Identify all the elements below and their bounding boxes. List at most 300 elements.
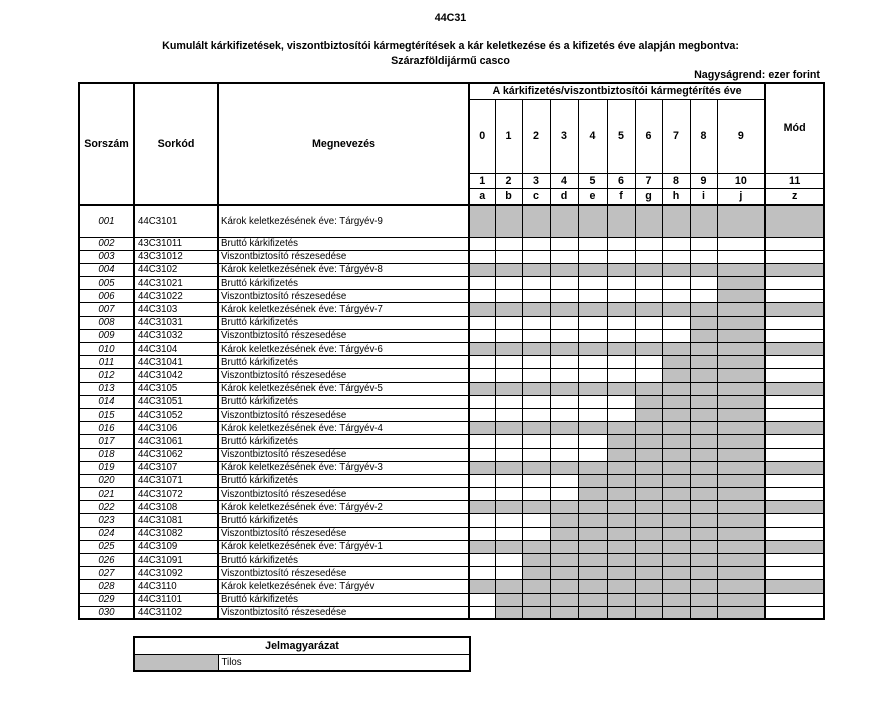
value-cell: [495, 369, 522, 382]
tilos-cell: [662, 554, 690, 567]
col-letter: d: [550, 188, 578, 205]
value-cell: [607, 250, 635, 263]
row-code: 44C3110: [134, 580, 218, 593]
table-row: [79, 316, 824, 329]
row-number: 002: [79, 237, 134, 250]
table-row: [79, 343, 824, 356]
tilos-cell: [522, 205, 550, 237]
value-cell: [765, 408, 824, 421]
value-cell: [578, 316, 607, 329]
row-code: 44C31041: [134, 356, 218, 369]
table-row: [79, 540, 824, 553]
value-cell: [765, 395, 824, 408]
table-row: [79, 527, 824, 540]
tilos-cell: [469, 540, 495, 553]
value-cell: [578, 277, 607, 290]
tilos-cell: [717, 422, 765, 435]
tilos-cell: [662, 448, 690, 461]
value-cell: [550, 448, 578, 461]
row-number: 012: [79, 369, 134, 382]
tilos-cell: [578, 205, 607, 237]
tilos-cell: [662, 263, 690, 276]
tilos-cell: [717, 408, 765, 421]
tilos-cell: [662, 369, 690, 382]
tilos-cell: [522, 382, 550, 395]
value-cell: [522, 277, 550, 290]
tilos-cell: [550, 461, 578, 474]
row-number: 025: [79, 540, 134, 553]
tilos-cell: [550, 540, 578, 553]
row-number: 024: [79, 527, 134, 540]
tilos-cell: [607, 593, 635, 606]
tilos-cell: [662, 501, 690, 514]
tilos-cell: [717, 369, 765, 382]
tilos-cell: [690, 488, 717, 501]
value-cell: [662, 316, 690, 329]
tilos-cell: [662, 205, 690, 237]
col-letter: f: [607, 188, 635, 205]
tilos-cell: [717, 435, 765, 448]
row-label: Károk keletkezésének éve: Tárgyév: [218, 580, 469, 593]
value-cell: [765, 593, 824, 606]
value-cell: [635, 369, 662, 382]
tilos-cell: [717, 580, 765, 593]
value-cell: [635, 316, 662, 329]
tilos-cell: [717, 316, 765, 329]
tilos-cell: [578, 567, 607, 580]
value-cell: [495, 435, 522, 448]
value-cell: [662, 237, 690, 250]
row-number: 001: [79, 205, 134, 237]
row-label: Károk keletkezésének éve: Tárgyév-8: [218, 263, 469, 276]
value-cell: [765, 329, 824, 342]
row-number: 008: [79, 316, 134, 329]
col-letter: z: [765, 188, 824, 205]
tilos-cell: [522, 540, 550, 553]
tilos-cell: [717, 395, 765, 408]
row-code: 44C31052: [134, 408, 218, 421]
value-cell: [607, 290, 635, 303]
table-row: [79, 290, 824, 303]
value-cell: [550, 435, 578, 448]
table-row: [79, 554, 824, 567]
value-cell: [522, 474, 550, 487]
value-cell: [469, 448, 495, 461]
tilos-cell: [662, 474, 690, 487]
tilos-cell: [578, 514, 607, 527]
tilos-cell: [607, 422, 635, 435]
tilos-cell: [522, 501, 550, 514]
tilos-cell: [690, 316, 717, 329]
tilos-cell: [495, 382, 522, 395]
row-number: 017: [79, 435, 134, 448]
value-cell: [635, 356, 662, 369]
row-code: 44C31021: [134, 277, 218, 290]
table-row: [79, 408, 824, 421]
tilos-cell: [662, 540, 690, 553]
row-number: 014: [79, 395, 134, 408]
row-number: 021: [79, 488, 134, 501]
tilos-cell: [717, 488, 765, 501]
value-cell: [469, 369, 495, 382]
row-code: 44C31102: [134, 606, 218, 619]
tilos-cell: [717, 329, 765, 342]
value-cell: [662, 290, 690, 303]
value-cell: [765, 606, 824, 619]
row-number: 009: [79, 329, 134, 342]
tilos-cell: [550, 205, 578, 237]
value-cell: [522, 316, 550, 329]
row-label: Károk keletkezésének éve: Tárgyév-4: [218, 422, 469, 435]
row-code: 44C31051: [134, 395, 218, 408]
value-cell: [607, 395, 635, 408]
tilos-cell: [578, 606, 607, 619]
value-cell: [765, 448, 824, 461]
tilos-cell: [578, 422, 607, 435]
value-cell: [469, 395, 495, 408]
tilos-cell: [635, 474, 662, 487]
value-cell: [578, 290, 607, 303]
row-code: 44C31062: [134, 448, 218, 461]
row-number: 007: [79, 303, 134, 316]
value-cell: [578, 369, 607, 382]
value-cell: [495, 567, 522, 580]
value-cell: [550, 474, 578, 487]
table-row: [79, 488, 824, 501]
value-cell: [550, 237, 578, 250]
row-code: 44C3105: [134, 382, 218, 395]
column-group-header: A kárkifizetés/viszontbiztosítói kármegtérítés éve: [469, 83, 765, 99]
tilos-cell: [607, 448, 635, 461]
value-cell: [495, 250, 522, 263]
tilos-cell: [522, 554, 550, 567]
row-code: 44C31101: [134, 593, 218, 606]
value-cell: [765, 277, 824, 290]
row-code: 44C3104: [134, 343, 218, 356]
value-cell: [522, 329, 550, 342]
row-number: 020: [79, 474, 134, 487]
table-row: [79, 303, 824, 316]
row-label: Károk keletkezésének éve: Tárgyév-6: [218, 343, 469, 356]
row-label: Bruttó kárkifizetés: [218, 237, 469, 250]
tilos-cell: [495, 540, 522, 553]
row-label: Viszontbiztosító részesedése: [218, 369, 469, 382]
row-code: 44C31092: [134, 567, 218, 580]
row-number: 005: [79, 277, 134, 290]
tilos-cell: [690, 461, 717, 474]
tilos-cell: [578, 343, 607, 356]
row-code: 44C31022: [134, 290, 218, 303]
tilos-cell: [495, 606, 522, 619]
value-cell: [495, 408, 522, 421]
table-row: [79, 474, 824, 487]
row-label: Bruttó kárkifizetés: [218, 593, 469, 606]
row-label: Károk keletkezésének éve: Tárgyév-5: [218, 382, 469, 395]
table-row: [79, 237, 824, 250]
tilos-cell: [717, 527, 765, 540]
tilos-cell: [765, 580, 824, 593]
tilos-cell: [635, 540, 662, 553]
row-code: 44C3102: [134, 263, 218, 276]
tilos-cell: [522, 567, 550, 580]
col-letter: i: [690, 188, 717, 205]
tilos-cell: [607, 540, 635, 553]
tilos-cell: [607, 554, 635, 567]
row-label: Bruttó kárkifizetés: [218, 395, 469, 408]
col-letter: h: [662, 188, 690, 205]
table-row: [79, 448, 824, 461]
value-cell: [690, 250, 717, 263]
tilos-cell: [765, 205, 824, 237]
tilos-cell: [635, 205, 662, 237]
row-label: Károk keletkezésének éve: Tárgyév-2: [218, 501, 469, 514]
row-code: 44C3109: [134, 540, 218, 553]
row-number: 015: [79, 408, 134, 421]
tilos-cell: [578, 461, 607, 474]
tilos-cell: [662, 567, 690, 580]
tilos-cell: [765, 422, 824, 435]
value-cell: [578, 329, 607, 342]
value-cell: [550, 369, 578, 382]
value-cell: [550, 316, 578, 329]
tilos-cell: [717, 501, 765, 514]
table-row: [79, 205, 824, 237]
value-cell: [635, 329, 662, 342]
row-label: Viszontbiztosító részesedése: [218, 527, 469, 540]
tilos-cell: [550, 554, 578, 567]
row-label: Viszontbiztosító részesedése: [218, 606, 469, 619]
tilos-cell: [717, 514, 765, 527]
tilos-cell: [717, 382, 765, 395]
tilos-cell: [690, 303, 717, 316]
row-label: Bruttó kárkifizetés: [218, 514, 469, 527]
value-cell: [635, 237, 662, 250]
value-cell: [765, 356, 824, 369]
row-code: 44C31072: [134, 488, 218, 501]
tilos-cell: [607, 488, 635, 501]
value-cell: [662, 250, 690, 263]
tilos-cell: [469, 580, 495, 593]
col-letter: j: [717, 188, 765, 205]
value-cell: [495, 237, 522, 250]
value-cell: [522, 237, 550, 250]
value-cell: [495, 448, 522, 461]
tilos-cell: [662, 435, 690, 448]
tilos-cell: [690, 356, 717, 369]
row-label: Bruttó kárkifizetés: [218, 316, 469, 329]
col-letter: e: [578, 188, 607, 205]
row-number: 003: [79, 250, 134, 263]
value-cell: [578, 448, 607, 461]
tilos-cell: [578, 488, 607, 501]
tilos-cell: [717, 461, 765, 474]
row-number: 004: [79, 263, 134, 276]
tilos-cell: [635, 593, 662, 606]
tilos-cell: [635, 395, 662, 408]
col-number: 4: [550, 173, 578, 188]
value-cell: [607, 316, 635, 329]
value-cell: [690, 237, 717, 250]
tilos-cell: [635, 554, 662, 567]
value-cell: [469, 250, 495, 263]
tilos-cell: [765, 382, 824, 395]
row-code: 43C31011: [134, 237, 218, 250]
year-col-header: 7: [662, 99, 690, 173]
tilos-cell: [550, 382, 578, 395]
form-code: 44C31: [434, 12, 467, 24]
row-number: 022: [79, 501, 134, 514]
legend-title: Jelmagyarázat: [134, 637, 470, 654]
tilos-cell: [522, 263, 550, 276]
tilos-cell: [690, 329, 717, 342]
tilos-cell: [717, 448, 765, 461]
tilos-cell: [662, 343, 690, 356]
tilos-cell: [578, 382, 607, 395]
row-number: 030: [79, 606, 134, 619]
tilos-cell: [662, 303, 690, 316]
value-cell: [690, 290, 717, 303]
tilos-cell: [495, 263, 522, 276]
row-number: 029: [79, 593, 134, 606]
col-number: 11: [765, 173, 824, 188]
tilos-cell: [469, 205, 495, 237]
column-header-mod: Mód: [765, 83, 824, 173]
col-letter: g: [635, 188, 662, 205]
row-number: 010: [79, 343, 134, 356]
tilos-cell: [550, 514, 578, 527]
tilos-cell: [635, 303, 662, 316]
tilos-cell: [550, 567, 578, 580]
row-label: Károk keletkezésének éve: Tárgyév-7: [218, 303, 469, 316]
value-cell: [495, 514, 522, 527]
value-cell: [469, 435, 495, 448]
tilos-cell: [607, 580, 635, 593]
table-row: [79, 593, 824, 606]
tilos-cell: [550, 263, 578, 276]
value-cell: [495, 474, 522, 487]
legend-header-row: [134, 637, 470, 654]
value-cell: [578, 356, 607, 369]
form-title: Kumulált kárkifizetések, viszontbiztosítói kármegtérítések a kár keletkezése és a kifizetés éve alapján megbontva:: [162, 40, 739, 52]
row-label: Viszontbiztosító részesedése: [218, 290, 469, 303]
value-cell: [578, 395, 607, 408]
tilos-cell: [635, 501, 662, 514]
row-code: 44C31081: [134, 514, 218, 527]
value-cell: [765, 514, 824, 527]
tilos-cell: [662, 580, 690, 593]
tilos-cell: [690, 448, 717, 461]
tilos-cell: [690, 395, 717, 408]
table-row: [79, 395, 824, 408]
tilos-cell: [469, 461, 495, 474]
tilos-cell: [495, 422, 522, 435]
row-number: 027: [79, 567, 134, 580]
value-cell: [550, 277, 578, 290]
value-cell: [607, 356, 635, 369]
tilos-cell: [765, 303, 824, 316]
tilos-cell: [717, 277, 765, 290]
tilos-cell: [662, 461, 690, 474]
value-cell: [469, 488, 495, 501]
tilos-cell: [690, 567, 717, 580]
tilos-cell: [578, 554, 607, 567]
tilos-cell: [765, 461, 824, 474]
tilos-cell: [635, 263, 662, 276]
tilos-cell: [717, 205, 765, 237]
tilos-cell: [607, 527, 635, 540]
value-cell: [550, 408, 578, 421]
value-cell: [495, 356, 522, 369]
tilos-cell: [607, 461, 635, 474]
value-cell: [765, 250, 824, 263]
row-label: Bruttó kárkifizetés: [218, 277, 469, 290]
value-cell: [550, 488, 578, 501]
tilos-cell: [607, 606, 635, 619]
tilos-cell: [607, 501, 635, 514]
row-code: 44C31091: [134, 554, 218, 567]
table-row: [79, 501, 824, 514]
tilos-cell: [469, 422, 495, 435]
tilos-cell: [578, 593, 607, 606]
row-code: 43C31012: [134, 250, 218, 263]
table-row: [79, 514, 824, 527]
row-label: Károk keletkezésének éve: Tárgyév-1: [218, 540, 469, 553]
tilos-cell: [717, 540, 765, 553]
tilos-cell: [717, 290, 765, 303]
value-cell: [662, 329, 690, 342]
row-code: 44C31061: [134, 435, 218, 448]
value-cell: [578, 237, 607, 250]
tilos-cell: [690, 408, 717, 421]
tilos-cell: [662, 514, 690, 527]
value-cell: [635, 277, 662, 290]
value-cell: [550, 250, 578, 263]
tilos-cell: [690, 382, 717, 395]
tilos-cell: [717, 474, 765, 487]
tilos-cell: [690, 369, 717, 382]
value-cell: [469, 277, 495, 290]
tilos-cell: [717, 303, 765, 316]
tilos-cell: [690, 435, 717, 448]
value-cell: [495, 395, 522, 408]
tilos-cell: [522, 580, 550, 593]
value-cell: [717, 237, 765, 250]
tilos-cell: [635, 422, 662, 435]
row-number: 011: [79, 356, 134, 369]
tilos-cell: [690, 343, 717, 356]
tilos-cell: [578, 527, 607, 540]
value-cell: [765, 237, 824, 250]
tilos-cell: [607, 205, 635, 237]
value-cell: [495, 290, 522, 303]
tilos-cell: [550, 501, 578, 514]
tilos-cell: [522, 593, 550, 606]
tilos-cell: [635, 343, 662, 356]
table-row: [79, 369, 824, 382]
row-code: 44C3106: [134, 422, 218, 435]
year-col-header: 8: [690, 99, 717, 173]
table-row: [79, 356, 824, 369]
value-cell: [469, 290, 495, 303]
tilos-cell: [635, 514, 662, 527]
value-cell: [607, 329, 635, 342]
tilos-cell: [635, 461, 662, 474]
tilos-cell: [522, 422, 550, 435]
tilos-cell: [662, 408, 690, 421]
value-cell: [765, 369, 824, 382]
value-cell: [469, 408, 495, 421]
table-row: [79, 329, 824, 342]
